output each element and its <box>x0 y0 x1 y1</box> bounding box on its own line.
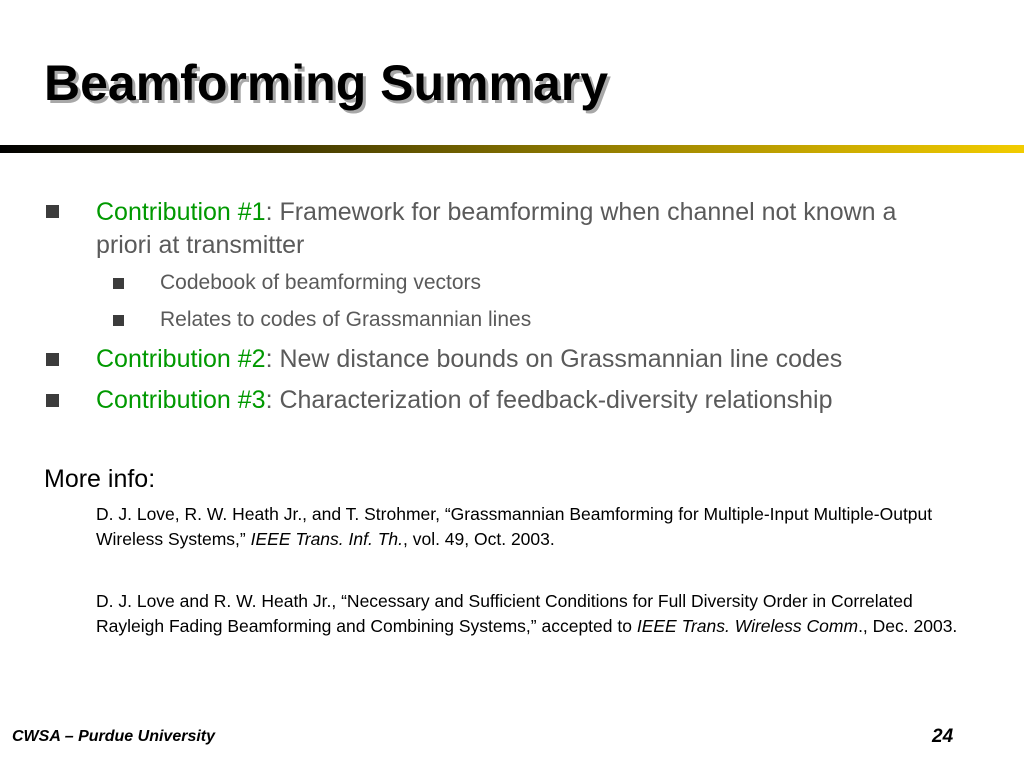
reference-1 <box>96 502 976 552</box>
bullet-1 <box>96 196 956 262</box>
bullet-3-text: : Characterization of feedback-diversity relationship <box>265 386 833 414</box>
bullet-3-highlight: Contribution #3 <box>96 386 266 414</box>
reference-1-authors-title: D. J. Love, R. W. Heath Jr., and T. Strohmer, “Grassmannian Beamforming for Multiple-Input Multiple-Output Wireless Systems,” <box>96 504 933 549</box>
more-info-label: More info: <box>44 465 156 493</box>
sub-bullet-square-icon <box>113 315 124 326</box>
bullet-3 <box>96 384 956 417</box>
slide-title: Beamforming Summary <box>44 55 609 111</box>
bullet-square-icon <box>46 205 59 218</box>
sub-bullet-square-icon <box>113 278 124 289</box>
reference-1-details: , vol. 49, Oct. 2003. <box>402 529 555 549</box>
bullet-square-icon <box>46 353 59 366</box>
bullet-1-text: : Framework for beamforming when channel not known a priori at transmitter <box>96 198 897 259</box>
sub-bullet-2: Relates to codes of Grassmannian lines <box>160 308 532 331</box>
bullet-2-text: : New distance bounds on Grassmannian line codes <box>265 345 843 373</box>
reference-2-authors-title: D. J. Love and R. W. Heath Jr., “Necessary and Sufficient Conditions for Full Diversity Order in Correlated Rayleigh Fading Beamforming and Combining Systems,” accepted to <box>96 591 913 636</box>
reference-2 <box>96 589 976 639</box>
sub-bullet-1: Codebook of beamforming vectors <box>160 271 481 294</box>
footer-organization: CWSA – Purdue University <box>12 728 216 745</box>
page-number: 24 <box>932 726 954 747</box>
bullet-1-highlight: Contribution #1 <box>96 198 266 226</box>
reference-1-journal: IEEE Trans. Inf. Th. <box>250 529 403 549</box>
bullet-2 <box>96 343 956 376</box>
reference-2-details: ., Dec. 2003. <box>858 616 958 636</box>
reference-2-journal: IEEE Trans. Wireless Comm <box>636 616 859 636</box>
bullet-2-highlight: Contribution #2 <box>96 345 266 373</box>
bullet-square-icon <box>46 394 59 407</box>
